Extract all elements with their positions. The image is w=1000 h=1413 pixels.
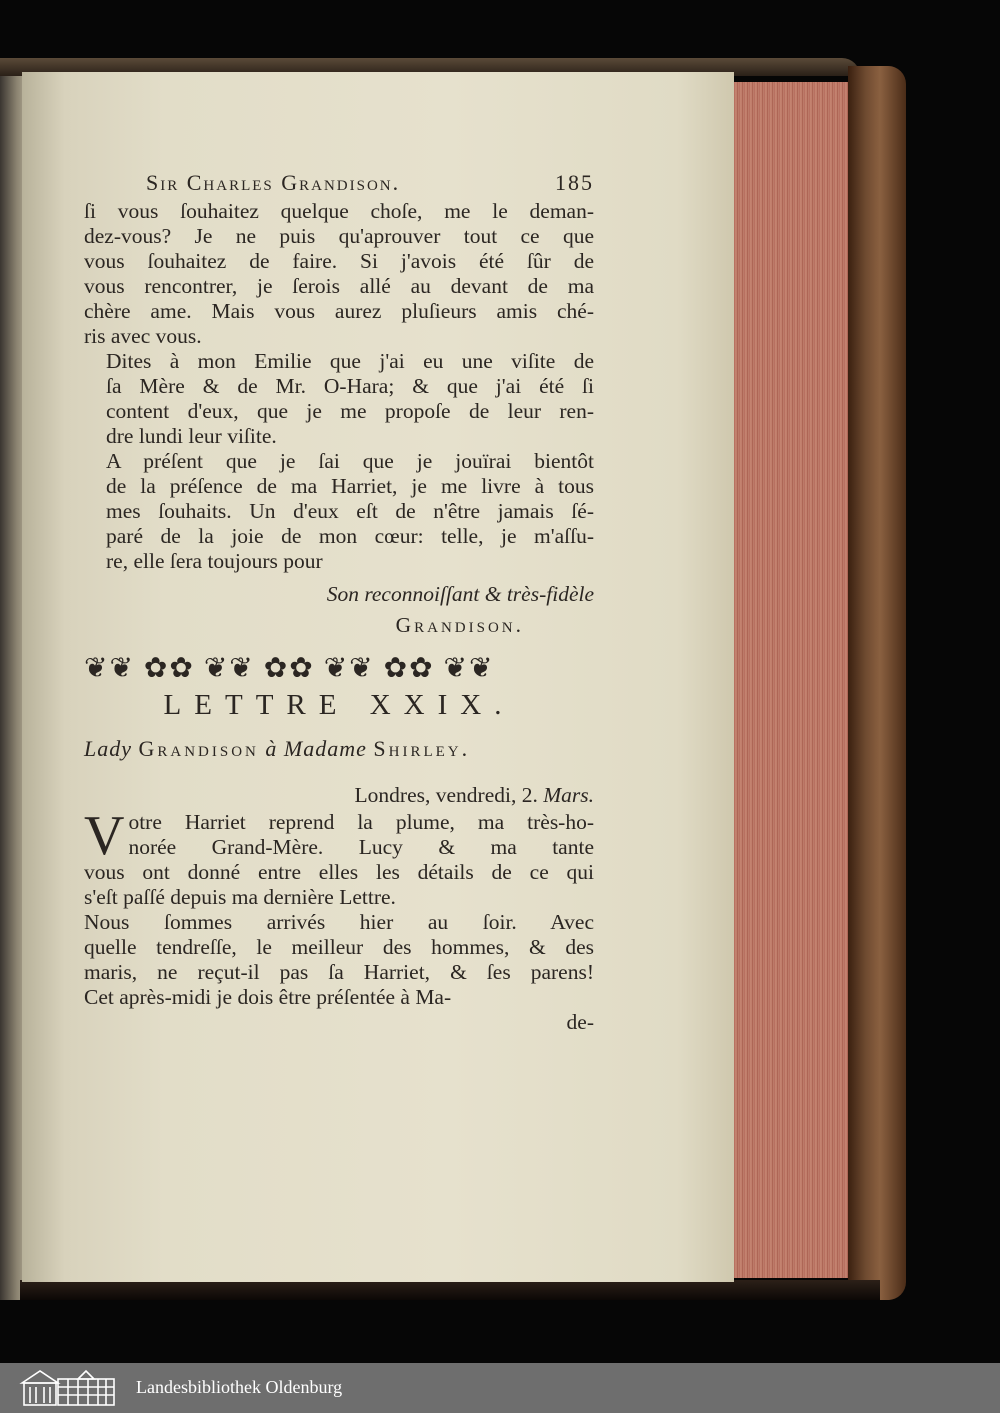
page-text: [84, 170, 594, 1035]
text-line: paré de la joie de mon cœur: telle, je m'aſſu-: [106, 524, 594, 548]
text-line: dre lundi leur viſite.: [106, 424, 277, 448]
paragraph: [84, 449, 594, 574]
text-line: otre Harriet reprend la plume, ma très-ho-: [128, 810, 594, 834]
library-name: Landesbibliothek Oldenburg: [136, 1377, 343, 1397]
signature: Grandison.: [395, 613, 524, 637]
text-line: A préſent que je ſai que je jouïrai bientôt: [106, 449, 594, 473]
page-edges: [734, 82, 854, 1278]
text-line: Cet après-midi je dois être préſentée à Ma-: [84, 985, 452, 1009]
text-line: quelle tendreſſe, le meilleur des hommes, & des: [84, 935, 594, 959]
page-number: 185: [555, 170, 594, 195]
ornament-divider: ❦❦ ✿✿ ❦❦ ✿✿ ❦❦ ✿✿ ❦❦: [84, 653, 495, 684]
cover-spine-edge: [848, 66, 906, 1300]
paragraph: [84, 349, 594, 449]
text-line: s'eſt paſſé depuis ma dernière Lettre.: [84, 885, 396, 909]
text-line: ris avec vous.: [84, 324, 202, 348]
text-line: vous rencontrer, je ſerois allé au devant de ma: [84, 274, 594, 298]
running-head: [146, 170, 594, 195]
text-line: mes ſouhaits. Un d'eux eſt de n'être jamais ſé-: [106, 499, 594, 523]
cover-bottom-edge: [20, 1280, 880, 1300]
library-building-icon: [18, 1367, 118, 1409]
paragraph: [84, 805, 594, 910]
text-line: vous ſouhaitez de faire. Si j'avois été ſûr de: [84, 249, 594, 273]
drop-cap: V: [84, 805, 125, 867]
addressee-madame: Madame: [283, 736, 367, 761]
text-line: ſi vous ſouhaitez quelque choſe, me le deman-: [84, 199, 594, 223]
letter-body: [84, 805, 594, 1010]
addressee-lady: Lady: [84, 736, 132, 761]
text-line: re, elle ſera toujours pour: [106, 549, 323, 573]
dateline-month: Mars.: [543, 783, 594, 807]
text-line: dez-vous? Je ne puis qu'aprouver tout ce que: [84, 224, 594, 248]
text-line: Nous ſommes arrivés hier au ſoir. Avec: [84, 910, 594, 934]
letter-paragraphs: [84, 199, 594, 574]
footer-bar: [0, 1363, 1000, 1413]
addressee-to: Shirley.: [373, 736, 471, 761]
text-line: de la préſence de ma Harriet, je me livre à tous: [106, 474, 594, 498]
letter-addressee: [84, 736, 594, 761]
catchword: de-: [566, 1010, 594, 1034]
paragraph: [84, 199, 594, 349]
addressee-from: Grandison: [138, 736, 259, 761]
text-line: maris, ne reçut-il pas ſa Harriet, & ſes parens!: [84, 960, 594, 984]
text-line: vous ont donné entre elles les détails de ce qui: [84, 860, 594, 884]
text-line: norée Grand-Mère. Lucy & ma tante: [128, 835, 594, 859]
text-line: ſa Mère & de Mr. O-Hara; & que j'ai été ſi: [106, 374, 594, 398]
text-line: chère ame. Mais vous aurez pluſieurs amis ché-: [84, 299, 594, 323]
text-line: content d'eux, que je me propoſe de leur ren-: [106, 399, 594, 423]
dateline: [84, 783, 594, 808]
text-line: Dites à mon Emilie que j'ai eu une viſite de: [106, 349, 594, 373]
running-head-title: Sir Charles Grandison.: [146, 170, 401, 195]
letter-title: LETTRE XXIX.: [163, 689, 515, 721]
closing-formula: Son reconnoiſſant & très-fidèle: [326, 582, 594, 606]
paragraph: [84, 910, 594, 1010]
dateline-place: Londres, vendredi, 2.: [354, 783, 538, 807]
addressee-to-word: à: [265, 736, 278, 761]
